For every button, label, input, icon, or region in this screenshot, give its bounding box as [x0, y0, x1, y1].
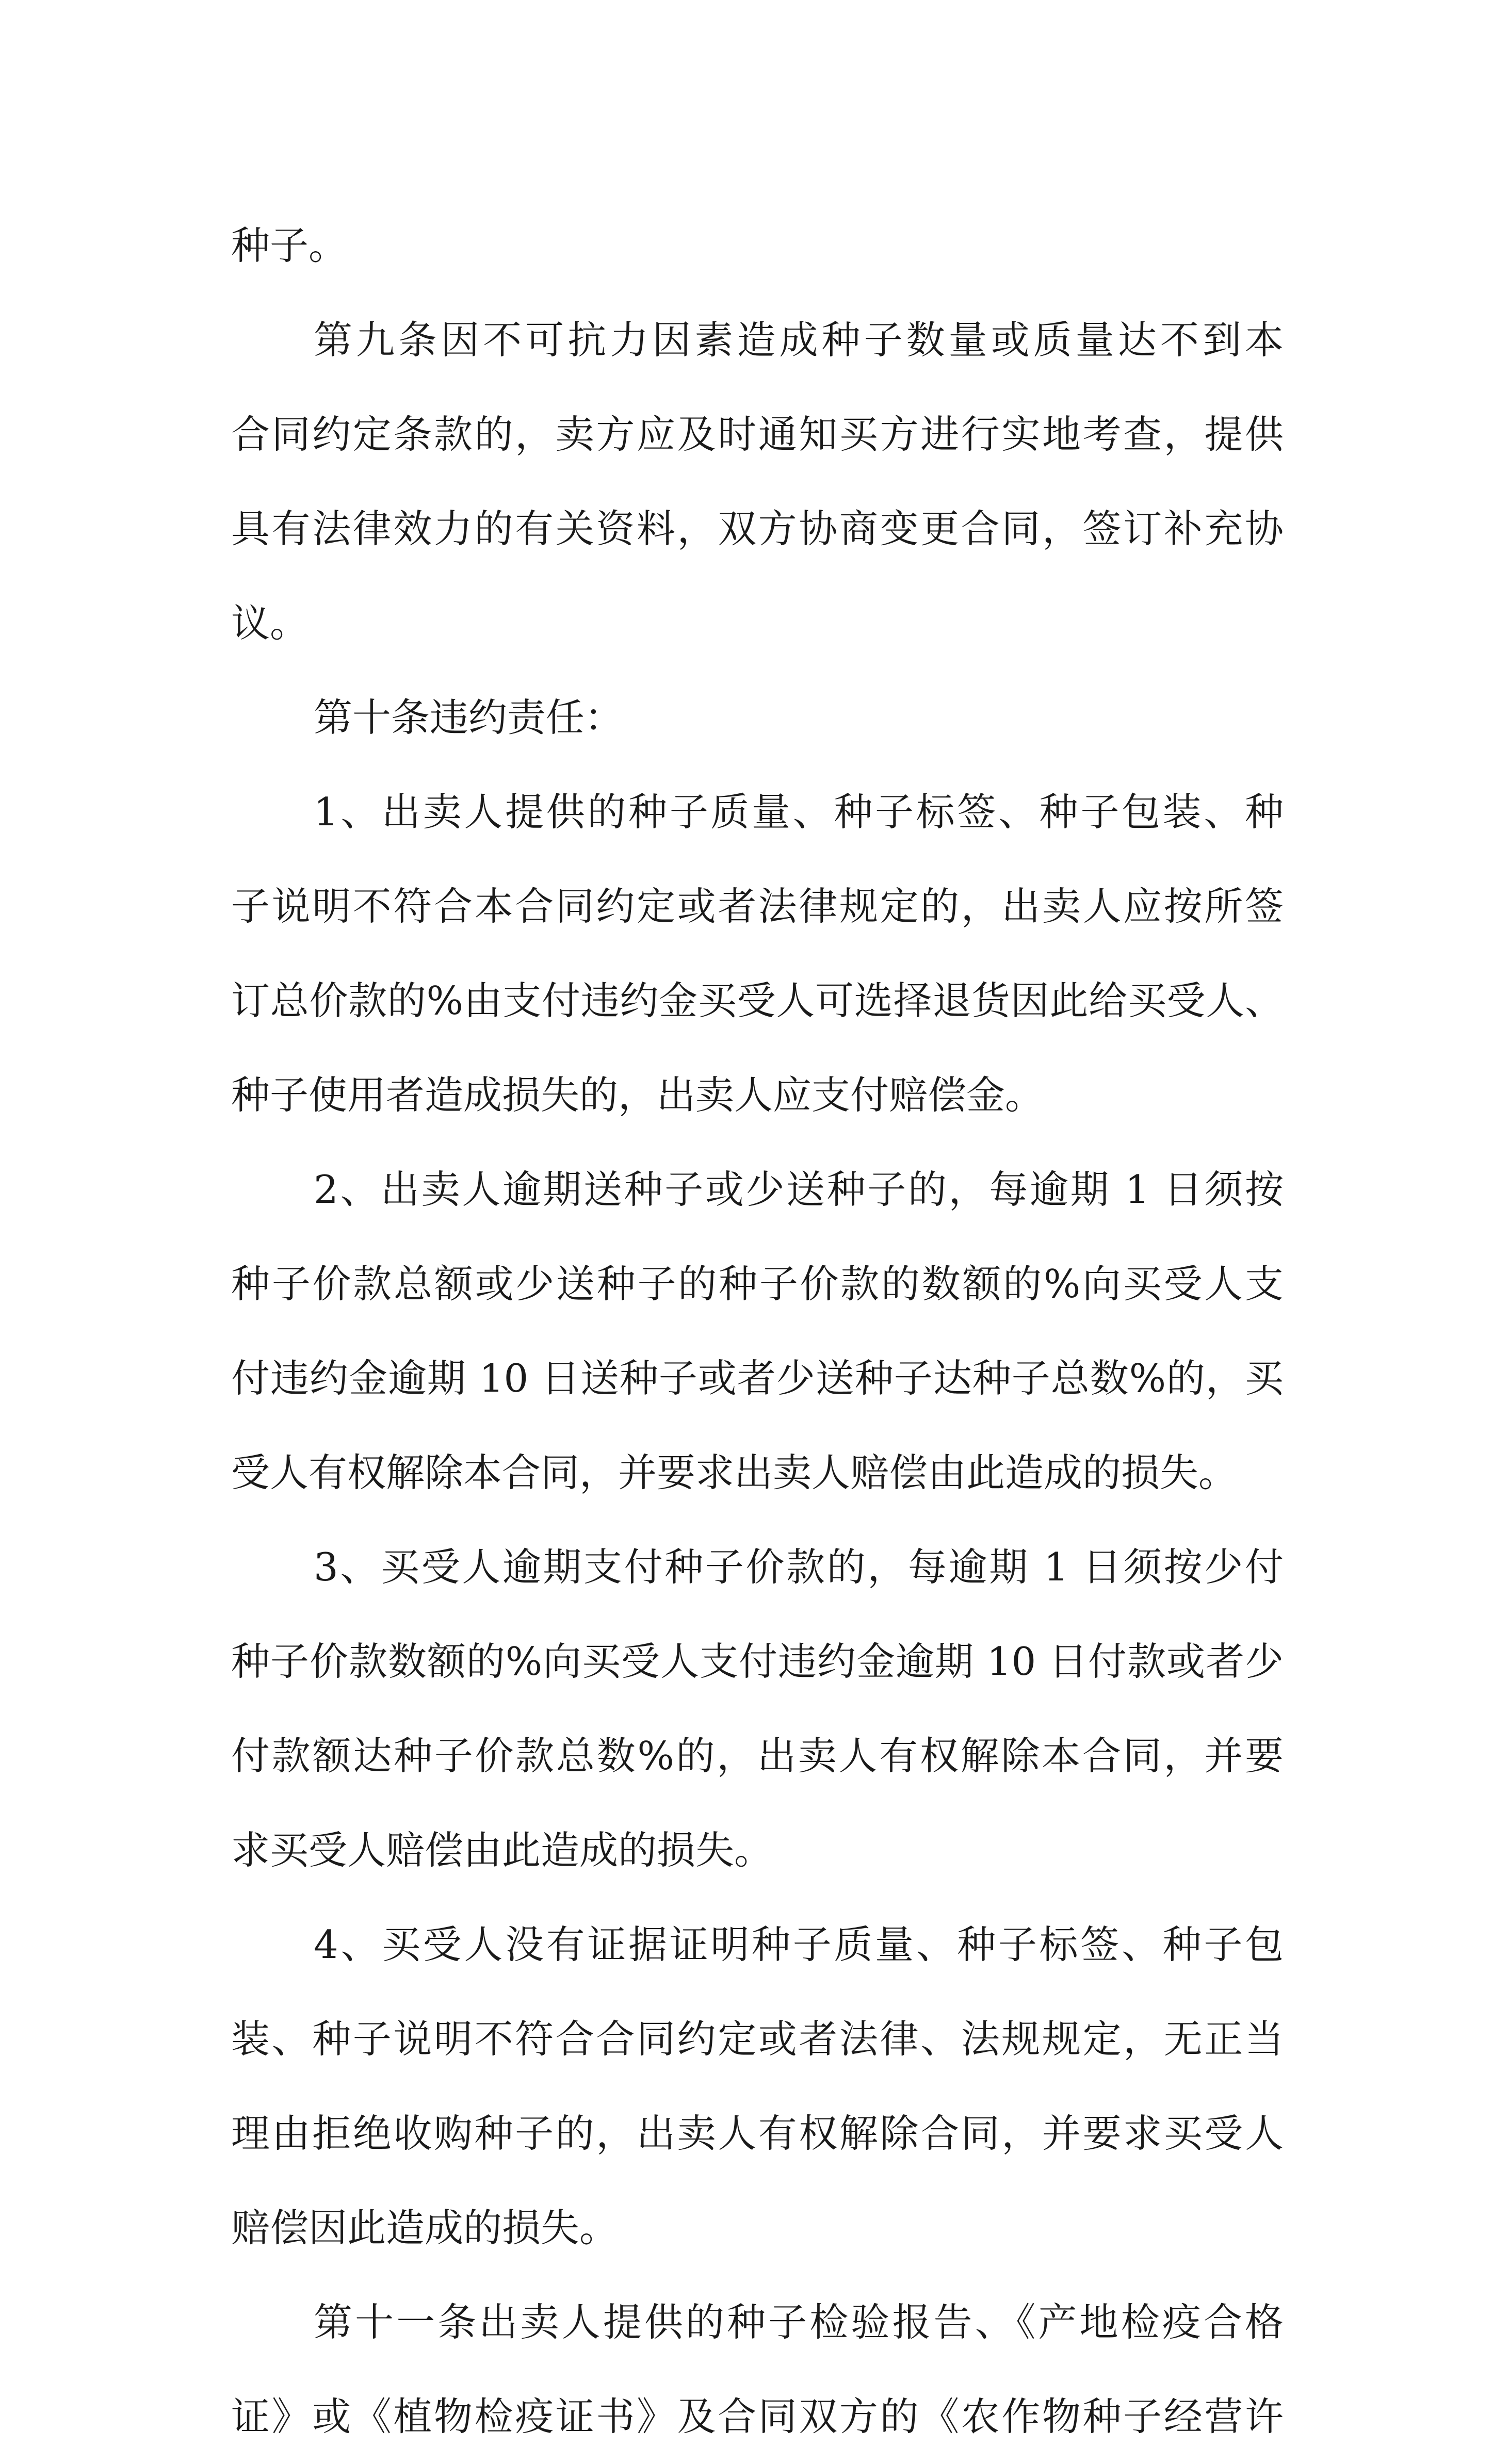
- text-line: 合同约定条款的，卖方应及时通知买方进行实地考查，提供: [231, 412, 1284, 457]
- text-line: 证》或《植物检疫证书》及合同双方的《农作物种子经营许: [231, 2394, 1284, 2439]
- text-line: 第九条因不可抗力因素造成种子数量或质量达不到本: [314, 317, 1284, 363]
- text-line: 求买受人赔偿由此造成的损失。: [231, 1827, 773, 1873]
- text-line: 具有法律效力的有关资料，双方协商变更合同，签订补充协: [231, 506, 1284, 551]
- text-line: 1、出卖人提供的种子质量、种子标签、种子包装、种: [314, 789, 1284, 835]
- text-line: 4、买受人没有证据证明种子质量、种子标签、种子包: [314, 1922, 1284, 1967]
- text-line: 受人有权解除本合同，并要求出卖人赔偿由此造成的损失。: [231, 1450, 1238, 1495]
- text-line: 议。: [231, 600, 309, 646]
- text-line: 第十一条出卖人提供的种子检验报告、《产地检疫合格: [314, 2299, 1284, 2345]
- text-line: 第十条违约责任：: [314, 695, 624, 740]
- document-body: [231, 199, 1284, 2464]
- text-line: 子说明不符合本合同约定或者法律规定的，出卖人应按所签: [231, 884, 1284, 929]
- text-line: 种子使用者造成损失的，出卖人应支付赔偿金。: [231, 1072, 1044, 1118]
- text-line: 订总价款的%由支付违约金买受人可选择退货因此给买受人、: [231, 978, 1284, 1023]
- text-line: 种子价款总额或少送种子的种子价款的数额的%向买受人支: [231, 1261, 1284, 1307]
- text-line: 付款额达种子价款总数%的，出卖人有权解除本合同，并要: [231, 1733, 1284, 1778]
- text-line: 付违约金逾期 10 日送种子或者少送种子达种子总数%的，买: [231, 1356, 1284, 1401]
- text-line: 2、出卖人逾期送种子或少送种子的，每逾期 1 日须按: [314, 1167, 1284, 1212]
- text-line: 理由拒绝收购种子的，出卖人有权解除合同，并要求买受人: [231, 2111, 1284, 2156]
- text-line: 3、买受人逾期支付种子价款的，每逾期 1 日须按少付: [314, 1544, 1284, 1590]
- text-line: 种子价款数额的%向买受人支付违约金逾期 10 日付款或者少: [231, 1639, 1284, 1684]
- text-line: 装、种子说明不符合合同约定或者法律、法规规定，无正当: [231, 2016, 1284, 2062]
- text-line: 种子。: [231, 223, 348, 268]
- text-line: 赔偿因此造成的损失。: [231, 2205, 619, 2250]
